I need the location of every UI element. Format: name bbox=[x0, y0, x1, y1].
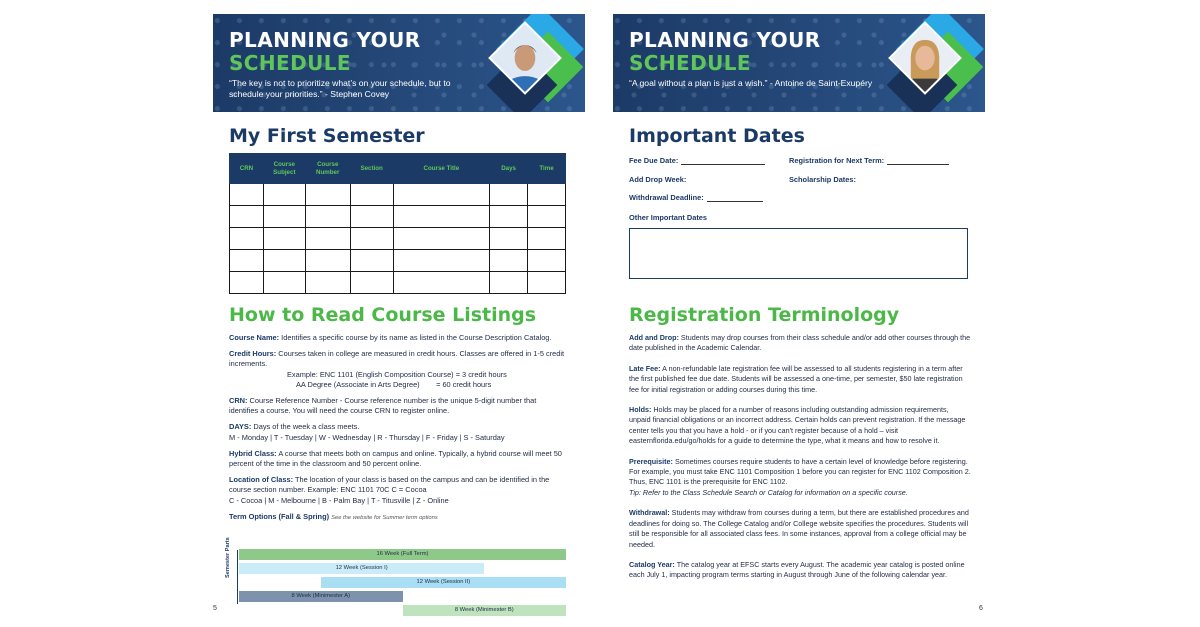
listings-heading: How to Read Course Listings bbox=[229, 304, 537, 326]
withdrawal-term-label: Withdrawal: bbox=[629, 508, 670, 518]
scholarship-label: Scholarship Dates: bbox=[789, 175, 856, 184]
late-fee-label: Late Fee: bbox=[629, 363, 661, 373]
term-chart-axis-label: Semester Parts bbox=[225, 537, 231, 578]
late-fee-text: A non-refundable late registration fee will be assessed to all students registering in a term after the first published fee due date. Students will be assessed a one-time, per semester, $50 late registration fee for initial registration or adding courses during this time. bbox=[629, 363, 963, 394]
credit-hours-label: Credit Hours: bbox=[229, 349, 277, 359]
hybrid-entry bbox=[229, 449, 567, 469]
table-cell[interactable] bbox=[230, 206, 264, 228]
table-cell[interactable] bbox=[350, 228, 393, 250]
left-page bbox=[213, 0, 585, 627]
table-cell[interactable] bbox=[263, 228, 305, 250]
dates-heading: Important Dates bbox=[629, 125, 805, 147]
table-cell[interactable] bbox=[350, 272, 393, 294]
term-options-label: Term Options (Fall & Spring) bbox=[229, 511, 330, 521]
prerequisite-tip: Tip: Refer to the Class Schedule Search or Catalog for information on a specific course. bbox=[629, 487, 908, 497]
term-options-heading bbox=[229, 512, 567, 523]
table-cell[interactable] bbox=[528, 206, 566, 228]
right-page bbox=[613, 0, 985, 627]
banner-title bbox=[629, 29, 821, 75]
prerequisite-text: Sometimes courses require students to have a certain level of knowledge before registering. For example, you must take ENC 1101 Composition 1 before you can register for ENC 1102 Composition 2. Thus, ENC 1101 is the prerequisite for ENC 1102. bbox=[629, 456, 971, 487]
terminology-heading: Registration Terminology bbox=[629, 304, 900, 326]
crn-entry bbox=[229, 396, 567, 416]
banner-title-line2: SCHEDULE bbox=[629, 51, 751, 75]
prerequisite-label: Prerequisite: bbox=[629, 456, 673, 466]
schedule-table bbox=[229, 153, 566, 294]
add-drop-entry bbox=[629, 333, 971, 354]
table-cell[interactable] bbox=[230, 184, 264, 206]
table-cell[interactable] bbox=[263, 272, 305, 294]
table-cell[interactable] bbox=[393, 272, 490, 294]
table-cell[interactable] bbox=[350, 184, 393, 206]
credit-hours-entry bbox=[229, 349, 567, 390]
location-text: The location of your class is based on the campus and can be identified in the course section number. Example: ENC 1101 70C C = Cocoa bbox=[229, 475, 550, 495]
holds-label: Holds: bbox=[629, 405, 652, 415]
add-drop-term-text: Students may drop courses from their class schedule and/or add other courses through the date published in the Academic Calendar. bbox=[629, 333, 971, 353]
table-cell[interactable] bbox=[263, 250, 305, 272]
table-row bbox=[230, 250, 566, 272]
table-row bbox=[230, 228, 566, 250]
left-banner bbox=[213, 14, 585, 112]
table-cell[interactable] bbox=[350, 250, 393, 272]
course-listings-text bbox=[229, 333, 567, 523]
header-course-subject: Course Subject bbox=[263, 154, 305, 184]
term-chart-axis bbox=[237, 550, 238, 604]
banner-title bbox=[229, 29, 421, 75]
table-cell[interactable] bbox=[305, 272, 350, 294]
schedule-table-header-row bbox=[230, 154, 566, 184]
term-bar: 12 Week (Session II) bbox=[321, 577, 566, 588]
table-cell[interactable] bbox=[230, 250, 264, 272]
header-time: Time bbox=[528, 154, 566, 184]
credit-example-2: AA Degree (Associate in Arts Degree) = 60 credit hours bbox=[296, 379, 492, 389]
table-cell[interactable] bbox=[305, 228, 350, 250]
add-drop-field[interactable] bbox=[629, 175, 686, 184]
catalog-year-entry bbox=[629, 560, 971, 581]
late-fee-entry bbox=[629, 364, 971, 395]
table-cell[interactable] bbox=[393, 250, 490, 272]
withdrawal-line[interactable] bbox=[707, 194, 763, 202]
header-course-title: Course Title bbox=[393, 154, 490, 184]
table-cell[interactable] bbox=[490, 250, 528, 272]
header-section: Section bbox=[350, 154, 393, 184]
registration-next-field[interactable] bbox=[789, 156, 949, 165]
banner-title-line1: PLANNING YOUR bbox=[629, 28, 821, 52]
catalog-year-text: The catalog year at EFSC starts every August. The academic year catalog is posted online each July 1, impacting program terms starting in August through June of the following calendar year. bbox=[629, 559, 965, 580]
holds-entry bbox=[629, 405, 971, 447]
banner-quote: “A goal without a plan is just a wish.” - Antoine de Saint-Exupéry bbox=[629, 78, 873, 88]
header-crn: CRN bbox=[230, 154, 264, 184]
location-key: C - Cocoa | M - Melbourne | B - Palm Bay | T - Titusville | Z - Online bbox=[229, 495, 449, 505]
table-cell[interactable] bbox=[230, 272, 264, 294]
table-row bbox=[230, 206, 566, 228]
holds-text: Holds may be placed for a number of reasons including outstanding admission requirements, unpaid financial obligations or an incorrect address. Certain holds can prevent registration. If the message center tells you that you have a hold - or if you can't register because of a hold – visit easternflorida.edu/go/holds for a guide to determine the type, what it means and how to resolve it. bbox=[629, 405, 966, 446]
term-options-chart bbox=[225, 537, 567, 613]
banner-photo-graphic bbox=[475, 14, 579, 112]
table-cell[interactable] bbox=[230, 228, 264, 250]
table-cell[interactable] bbox=[490, 272, 528, 294]
course-name-label: Course Name: bbox=[229, 333, 280, 342]
table-cell[interactable] bbox=[350, 206, 393, 228]
days-key: M - Monday | T - Tuesday | W - Wednesday | R - Thursday | F - Friday | S - Saturday bbox=[229, 432, 505, 442]
table-cell[interactable] bbox=[305, 184, 350, 206]
table-cell[interactable] bbox=[528, 272, 566, 294]
table-cell[interactable] bbox=[393, 206, 490, 228]
withdrawal-term-text: Students may withdraw from courses during a term, but there are established procedures and deadlines for doing so. The College Catalog and/or College website specifies the procedures. Students will still be responsible for all associated class fees. In some instances, approval from a college official may be needed. bbox=[629, 508, 969, 549]
semester-heading: My First Semester bbox=[229, 125, 425, 147]
add-drop-term-label: Add and Drop: bbox=[629, 333, 679, 342]
days-entry bbox=[229, 422, 567, 442]
terminology-text bbox=[629, 333, 971, 591]
banner-title-line2: SCHEDULE bbox=[229, 51, 351, 75]
table-cell[interactable] bbox=[528, 250, 566, 272]
location-label: Location of Class: bbox=[229, 475, 294, 485]
prerequisite-entry bbox=[629, 457, 971, 499]
term-options-note: See the website for Summer term options bbox=[331, 514, 438, 521]
crn-label: CRN: bbox=[229, 396, 248, 406]
fee-due-line[interactable] bbox=[681, 157, 765, 165]
header-course-number: Course Number bbox=[305, 154, 350, 184]
credit-hours-text: Courses taken in college are measured in credit hours. Classes are offered in 1-5 credit increments. bbox=[229, 349, 565, 369]
crn-text: Course Reference Number - Course reference number is the unique 5-digit number that identifies a course. You will need the course CRN to register online. bbox=[229, 396, 537, 416]
fee-due-label: Fee Due Date: bbox=[629, 156, 679, 165]
scholarship-field[interactable] bbox=[789, 175, 856, 184]
page-number: 5 bbox=[213, 605, 217, 612]
table-row bbox=[230, 184, 566, 206]
course-name-text: Identifies a specific course by its name as listed in the Course Description Catalog. bbox=[281, 333, 552, 342]
other-dates-label: Other Important Dates bbox=[629, 213, 708, 222]
hybrid-label: Hybrid Class: bbox=[229, 448, 277, 458]
term-bar: 8 Week (Minimester B) bbox=[403, 605, 567, 616]
other-dates-box[interactable] bbox=[629, 228, 968, 279]
days-text: Days of the week a class meets. bbox=[253, 422, 360, 432]
registration-next-line[interactable] bbox=[887, 157, 949, 165]
table-cell[interactable] bbox=[528, 184, 566, 206]
banner-title-line1: PLANNING YOUR bbox=[229, 28, 421, 52]
withdrawal-field[interactable] bbox=[629, 193, 763, 202]
hybrid-text: A course that meets both on campus and online. Typically, a hybrid course will meet 50 percent of the time in the classroom and 50 percent online. bbox=[229, 448, 562, 469]
table-cell[interactable] bbox=[393, 228, 490, 250]
table-cell[interactable] bbox=[263, 206, 305, 228]
days-label: DAYS: bbox=[229, 422, 252, 432]
table-cell[interactable] bbox=[490, 206, 528, 228]
term-bar: 12 Week (Session I) bbox=[239, 563, 484, 574]
term-bar: 8 Week (Minimester A) bbox=[239, 591, 403, 602]
add-drop-label: Add Drop Week: bbox=[629, 175, 687, 184]
registration-next-label: Registration for Next Term: bbox=[789, 156, 885, 165]
withdrawal-entry bbox=[629, 508, 971, 550]
catalog-year-label: Catalog Year: bbox=[629, 559, 675, 569]
right-banner bbox=[613, 14, 985, 112]
table-cell[interactable] bbox=[393, 184, 490, 206]
fee-due-field[interactable] bbox=[629, 156, 765, 165]
banner-photo-graphic bbox=[875, 14, 979, 112]
course-name-entry bbox=[229, 333, 567, 343]
credit-example-1: Example: ENC 1101 (English Composition Course) = 3 credit hours bbox=[287, 369, 507, 379]
table-row bbox=[230, 272, 566, 294]
header-days: Days bbox=[490, 154, 528, 184]
term-bar: 16 Week (Full Term) bbox=[239, 549, 566, 560]
table-cell[interactable] bbox=[528, 228, 566, 250]
table-cell[interactable] bbox=[305, 250, 350, 272]
table-cell[interactable] bbox=[305, 206, 350, 228]
page-number: 6 bbox=[979, 605, 983, 612]
location-entry bbox=[229, 475, 567, 506]
table-cell[interactable] bbox=[263, 184, 305, 206]
banner-quote: “The key is not to prioritize what’s on your schedule, but to schedule your priorities.” - Stephen Covey bbox=[229, 78, 451, 99]
withdrawal-label: Withdrawal Deadline: bbox=[629, 193, 704, 202]
table-cell[interactable] bbox=[490, 228, 528, 250]
table-cell[interactable] bbox=[490, 184, 528, 206]
